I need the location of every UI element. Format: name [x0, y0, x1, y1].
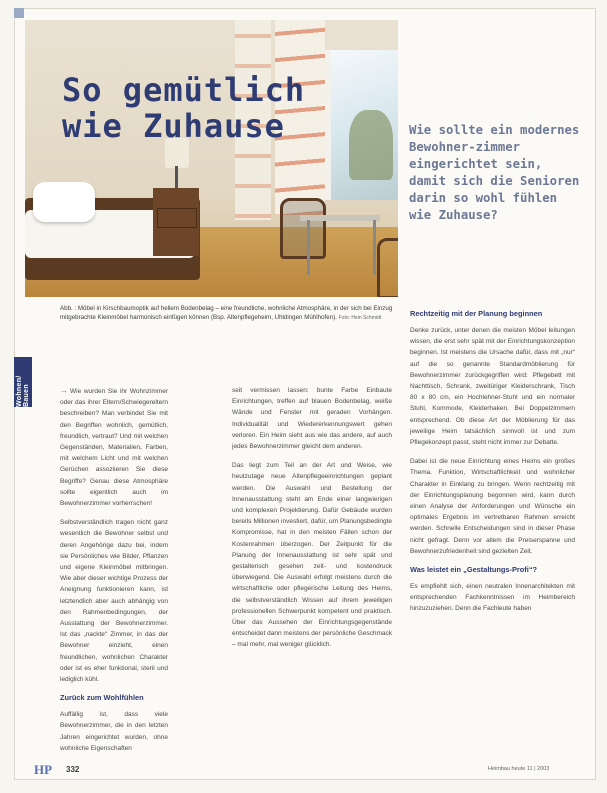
photo-credit: Foto: Hein Schmidt	[338, 315, 382, 321]
paragraph: seit vermissen lassen: bunte Farbe Einbaute Einrichtungen, treffen auf blauen Bodenbelag, weiße Wände und Fenster mit geraden Vorhängen. Individualität und Wiedererkennungswert gehen verloren. Ein Heim sieht aus wie das andere, auf auch jedes Bewohnerzimmer gleicht dem anderen.	[232, 387, 392, 451]
magazine-logo: HP	[34, 762, 53, 777]
text-column-1	[60, 385, 168, 762]
article-subtitle: Wie sollte ein modernes Bewohner-zimmer eingerichtet sein, damit sich die Senioren darin so wohl fühlen wie Zuhause?	[409, 123, 580, 222]
photo-chair	[280, 198, 326, 259]
bed-pillow	[33, 182, 95, 222]
section-heading: Rechtzeitig mit der Planung beginnen	[410, 309, 543, 318]
nightstand-drawer	[157, 208, 197, 228]
section-tab: Wohnen/ Bauen	[14, 357, 32, 407]
hero-photo	[25, 20, 398, 297]
photo-table	[300, 215, 380, 221]
photo-table-leg	[307, 220, 310, 275]
text-column-3	[410, 305, 575, 623]
corner-mark	[14, 8, 24, 18]
paragraph	[60, 385, 168, 509]
page-number: 332	[66, 765, 80, 774]
caption-text: Abb. : Möbel in Kirschbaumoptik auf hellem Bodenbelag – eine freundliche, wohnliche Atmosphäre, in der sich bei Einzug mitgebrachte Kleinmöbel harmonisch einfügen können (Bsp. Altenpflegeheim, Uhldingen Mühlhofen).	[60, 305, 393, 321]
photo-table-leg	[373, 220, 376, 275]
text-column-2	[232, 385, 392, 659]
paragraph: Dabei ist die neue Einrichtung eines Heims ein großes Thema. Funktion, Wirtschaftlichkeit und wohnlicher Charakter in Einklang zu bringen. Wenn rechtzeitig mit der Einrichtungsplanung begonnen wird, kann durch einen Analyse der Anforderungen und Wünsche ein optimales Ergebnis im vertretbaren Rahmen erreicht werden. Schnelle Entscheidungen sind in dieser Phase nicht gefragt. Denn vor allem die Preiserspanne und Bewohnerzufriedenheit sind gezielten Zeit.	[410, 458, 575, 555]
paragraph-text: Wie wurden Sie ihr Wohnzimmer oder das ihrer Eltern/Schwiegereltern beschreiben? Man verbindet Sie mit den Begriffen wohnlich, gemütlich, freundlich, vertraut? Und mit welchen Gegenständen, Materialien, Farben, mit welchem Licht und mit welchen Gerüchen assoziieren Sie diese Begriffe? Genau diese Atmosphäre sollte eigentlich auch im Bewohnerzimmer vorherrschen!	[60, 388, 168, 508]
paragraph: Selbstverständlich tragen nicht ganz wesentlich die Bewohner selbst und deren Angehörige dazu bei, indem sie Persönliches wie Bilder, Pflanzen und eigene Kleinmöbel mitbringen. Wie aber dieser wichtige Prozess der Aneignung funktionieren kann, ist letztendlich aber auch abhängig von den Rahmenbedingungen, der Ausstattung der Bewohnerzimmer. Ist das „nackte“ Zimmer, in das der Bewohner einzieht, einen freundlichen, wohnlichen Charakter oder ist es eher funktional, steril und lediglich kühl.	[60, 519, 168, 684]
photo-chair-2	[377, 238, 398, 297]
section-heading: Zurück zum Wohlfühlen	[60, 693, 144, 703]
title-line-2: wie Zuhause	[62, 107, 285, 145]
paragraph: Auffällig ist, dass viele Bewohnerzimmer, die in den letzten Jahren eingerichtet wurden, ohne wohnliche Eigenschaften	[60, 711, 168, 752]
issue-info: Heimbau heute 11 | 2003	[488, 766, 550, 772]
photo-tree	[349, 110, 393, 180]
article-title	[62, 72, 305, 144]
paragraph: Es empfiehlt sich, einen neutralen Innenarchitekten mit entsprechenden Fachkenntnissen im Heimbereich hinzuzuziehen. Denn die Fachleute haben	[410, 583, 575, 613]
paragraph: Das liegt zum Teil an der Art und Weise, wie heutzutage neue Altenpflegeeinrichtungen geplant werden. Die Auswahl und Bestellung der Innenausstattung steht am Ende einer langwierigen und komplexen Projektierung. Dafür Gebäude wurden bereits Millionen investiert, dafür, um Planungsbedingte Kompromisse, hat in den meisten Fällen schon der Kostenrahmen überzogen. Der Zeitpunkt für die Planung der Innenausstattung ist sehr spät und gestalterisch gesehen zeit- und kostendruck überwiegend. Die Auswahl erfolgt meistens durch die wirtschaftliche oder pflegerische Leitung des Heims, die selbstverständlich Wissen auf ihrem jeweiligen professionellen Schwerpunkt kompetent und praktisch. Über das Aussehen der Einrichtungsgegenstände entscheidet dann meistens der persönliche Geschmack – mal mehr, mal weniger glücklich.	[232, 462, 392, 649]
section-heading: Was leistet ein „Gestaltungs-Profi“?	[410, 565, 538, 575]
photo-caption	[60, 304, 405, 323]
paragraph: Denke zurück, unter denen die meisten Möbel leitungen wissen, die erst sehr spät mit der Einrichtungskonzeption beginnen. Ist meistens die Ursache dafür, dass mit „nur“ auf die so genannte Standardmöblierung für Bewohnerzimmer zurückgegriffen wird: Pflegebett mit Nachttisch, Schrank, zweitüriger Kleiderschrank, Tisch 80 x 80 cm, ein Hochlehner-Stuhl und ein normaler Stuhl, Kommode, Kleiderhaken. Bei Doppelzimmern entsprechend. Ob diese Art der Möblierung für das jeweilige Heim tatsächlich sinnvoll ist und zum Pflegekonzept passt, steht nicht immer zur Debatte.	[410, 327, 575, 447]
arrow-icon: →	[60, 386, 67, 395]
photo-nightstand	[153, 188, 199, 256]
title-line-1: So gemütlich	[62, 71, 306, 109]
photo-window	[325, 50, 398, 200]
